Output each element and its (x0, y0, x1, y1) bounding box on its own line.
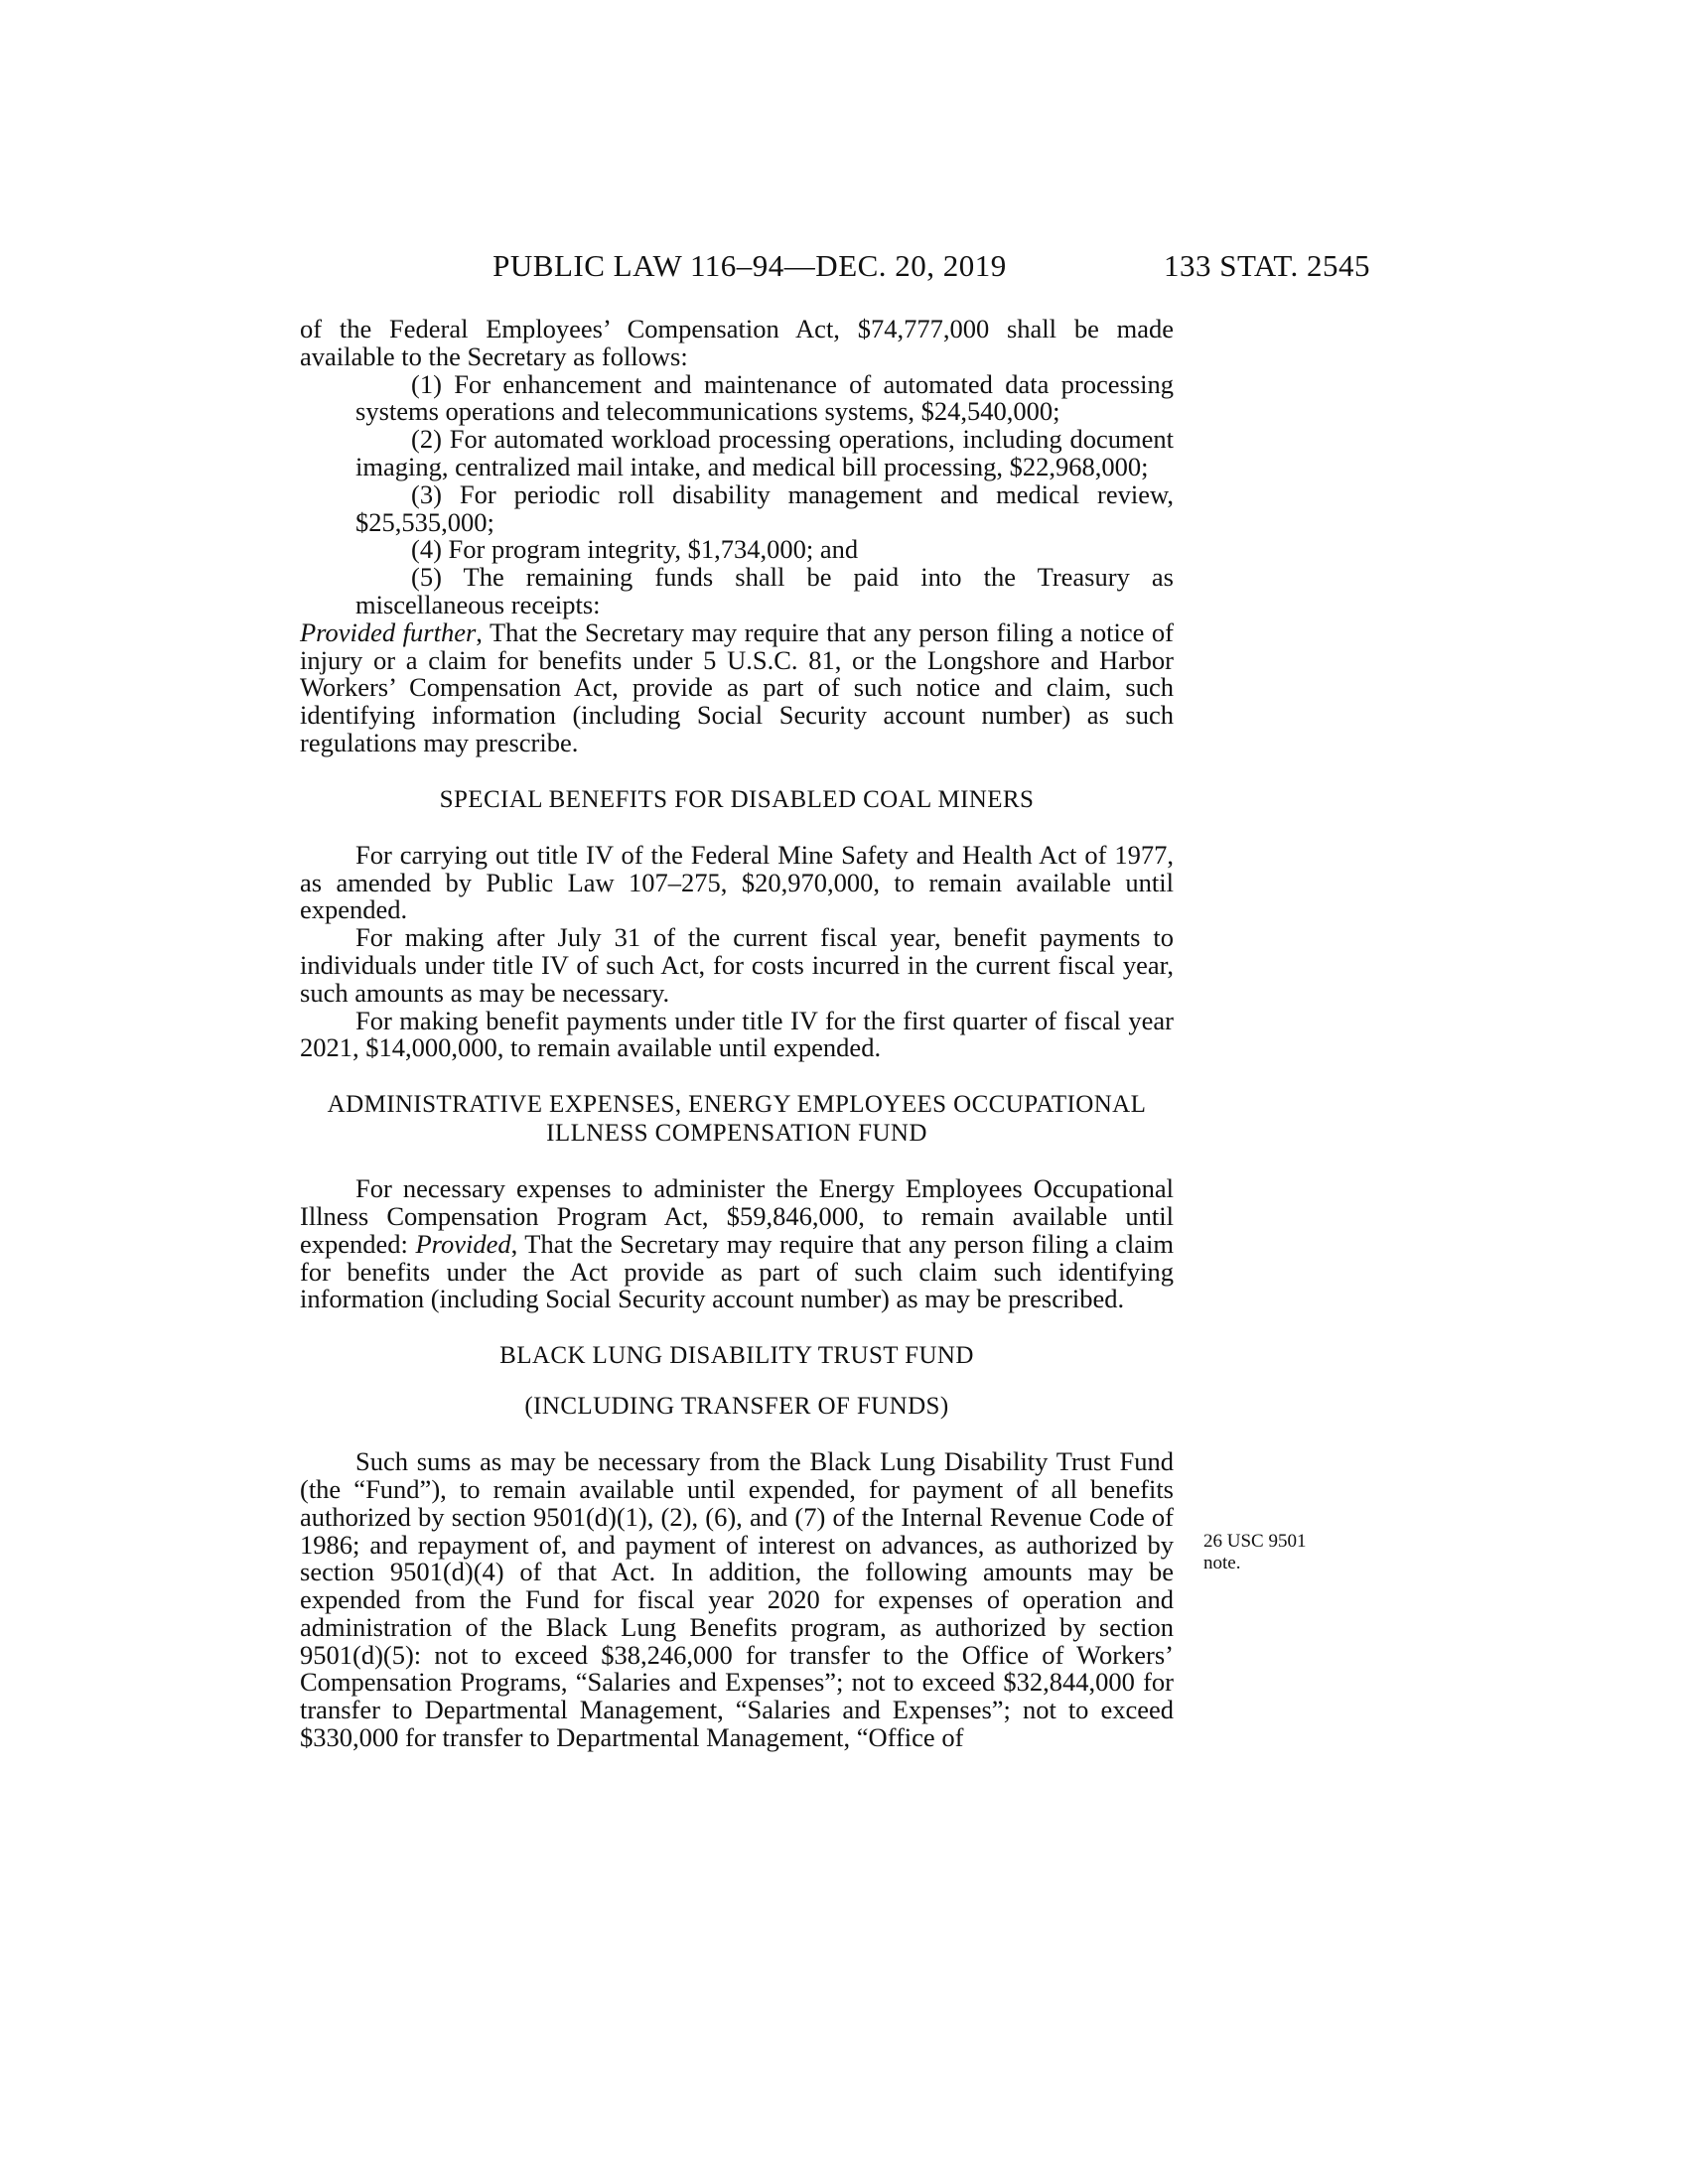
proviso-lead: Provided further (300, 616, 477, 647)
energy-paragraph (300, 1175, 1174, 1313)
energy-proviso: Provided (415, 1228, 511, 1259)
margin-note (1203, 1531, 1333, 1574)
list-item: (3) For periodic roll disability management and medical review, $25,535,000; (355, 478, 1174, 537)
document-body (300, 316, 1174, 1752)
public-law-title: PUBLIC LAW 116–94—DEC. 20, 2019 (492, 248, 1007, 283)
margin-note-citation: 26 USC 9501 (1203, 1531, 1307, 1552)
black-lung-paragraph: Such sums as may be necessary from the Black Lung Disability Trust Fund (the “Fund”), to remain available until expended, for payment of all benefits authorized by section 9501(d)(1), (2), (6), and (7) of the Internal Revenue Code of 1986; and repayment of, and payment of interest on advances, as authorized by section 9501(d)(4) of that Act. In addition, the following amounts may be expended from the Fund for fiscal year 2020 for expenses of operation and administration of the Black Lung Benefits program, as authorized by section 9501(d)(5): not to exceed $38,246,000 for transfer to the Office of Workers’ Compensation Programs, “Salaries and Expenses”; not to exceed $32,844,000 for transfer to Departmental Management, “Salaries and Expenses”; not to exceed $330,000 for transfer to Departmental Management, “Office of (300, 1446, 1174, 1753)
page-header (298, 248, 1370, 294)
intro-paragraph: of the Federal Employees’ Compensation Act, $74,777,000 shall be made available to the Secretary as follows: (300, 314, 1174, 371)
section-heading-energy-line1: ADMINISTRATIVE EXPENSES, ENERGY EMPLOYEES OCCUPATIONAL (327, 1091, 1147, 1119)
list-item: (2) For automated workload processing operations, including document imaging, centralized mail intake, and medical bill processing, $22,968,000; (355, 424, 1174, 481)
statute-page-number: 133 STAT. 2545 (1163, 248, 1370, 283)
margin-note-suffix: note. (1203, 1553, 1241, 1573)
list-item: (5) The remaining funds shall be paid into the Treasury as miscellaneous receipts: (355, 562, 1174, 619)
section-subheading-transfer: (INCLUDING TRANSFER OF FUNDS) (524, 1393, 949, 1421)
section-heading-coal-miners: SPECIAL BENEFITS FOR DISABLED COAL MINERS (439, 785, 1035, 813)
section-heading-energy-line2: ILLNESS COMPENSATION FUND (546, 1120, 927, 1148)
energy-text-after: , That the Secretary may require that any person filing a claim for benefits under the Act provide as part of such claim such identifying information (including Social Security account number) as may be prescribed. (300, 1228, 1174, 1314)
energy-text-before: For necessary expenses to administer the Energy Employees Occupational Illness Compensation Program Act, $59,846,000, to remain available until expended: (300, 1173, 1174, 1259)
proviso-text: , That the Secretary may require that any person filing a notice of injury or a claim for benefits under 5 U.S.C. 81, or the Longshore and Harbor Workers’ Compensation Act, provide as part of such notice and claim, such identifying information (including Social Security account number) as such regulations may prescribe. (300, 616, 1175, 757)
coal-paragraph: For carrying out title IV of the Federal Mine Safety and Health Act of 1977, as amended by Public Law 107–275, $20,970,000, to remain available until expended. (300, 839, 1174, 925)
section-heading-black-lung: BLACK LUNG DISABILITY TRUST FUND (499, 1342, 974, 1370)
coal-paragraph: For making benefit payments under title IV for the first quarter of fiscal year 2021, $14,000,000, to remain available until expended. (300, 1005, 1174, 1063)
list-item: (4) For program integrity, $1,734,000; and (411, 534, 859, 565)
coal-paragraph: For making after July 31 of the current fiscal year, benefit payments to individuals under title IV of such Act, for costs incurred in the current fiscal year, such amounts as may be necessary. (300, 922, 1174, 1008)
list-item: (1) For enhancement and maintenance of automated data processing systems operations and telecommunications systems, $24,540,000; (355, 368, 1174, 427)
proviso-paragraph (300, 616, 1175, 757)
